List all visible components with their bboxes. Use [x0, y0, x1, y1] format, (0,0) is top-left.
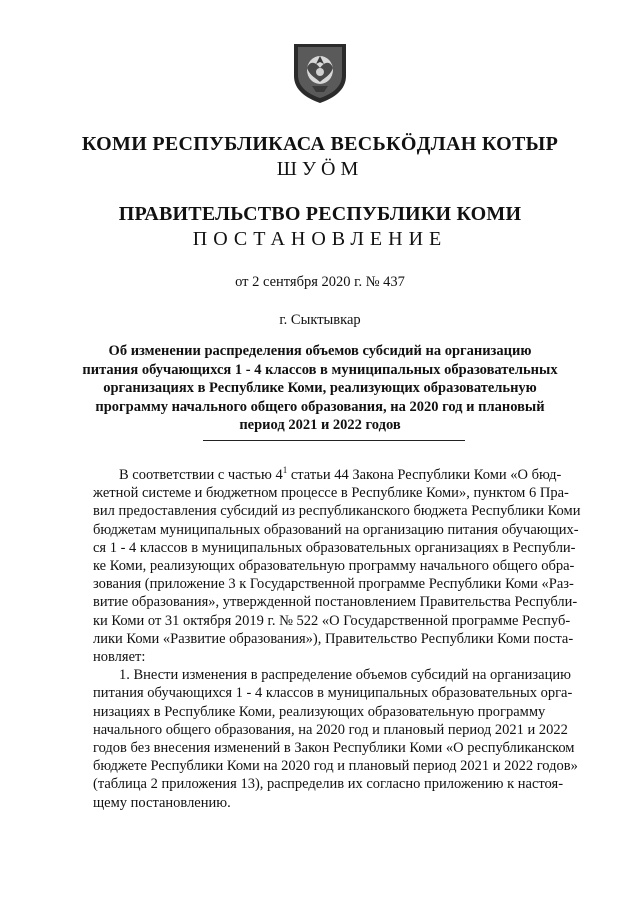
paragraph-1-first-line: В соответствии с частью $4^1$ статьи 44 Закона Республики Коми «О бюд- [119, 465, 562, 483]
komi-republic-coat-of-arms-icon [290, 42, 350, 104]
paragraph-2-line: щему постановлению. [93, 794, 231, 811]
decree-title [0, 342, 640, 435]
title-line: организациях в Республике Коми, реализующих образовательную [103, 380, 537, 396]
paragraph-1-line: ке Коми, реализующих образовательную программу начального общего обра- [93, 558, 575, 575]
paragraph-2-line: питания обучающихся 1 - 4 классов в муниципальных образовательных орга- [93, 685, 573, 702]
title-line: программу начального общего образования, на 2020 год и плановый [95, 398, 545, 415]
komi-administration-title: КОМИ РЕСПУБЛИКАСА ВЕСЬКӦДЛАН КОТЫР [81, 133, 559, 155]
paragraph-1-line: зования (приложение 3 к Государственной программе Республики Коми «Раз- [93, 576, 574, 593]
decree-body [93, 466, 589, 812]
paragraph-2-line: (таблица 2 приложения 13), распределив их согласно приложению к настоя- [93, 776, 564, 793]
title-line: Об изменении распределения объемов субсидий на организацию [108, 343, 532, 359]
title-line: период 2021 и 2022 годов [239, 417, 401, 433]
paragraph-1-line: ки Коми от 31 октября 2019 г. № 522 «О Государственной программе Респуб- [93, 612, 571, 629]
paragraph-1-line: ся 1 - 4 классов в муниципальных образовательных организациях в Республи- [93, 539, 576, 556]
paragraph-2-line: бюджете Республики Коми на 2020 год и плановый период 2021 и 2022 годов» [93, 758, 578, 775]
decree-date-number: от 2 сентября 2020 г. № 437 [235, 274, 405, 290]
government-title: ПРАВИТЕЛЬСТВО РЕСПУБЛИКИ КОМИ [118, 203, 522, 225]
paragraph-1-line: лики Коми «Развитие образования»), Правительство Республики Коми поста- [93, 630, 574, 647]
paragraph-2-line: начального общего образования, на 2020 год и плановый период 2021 и 2022 [93, 721, 568, 738]
paragraph-1-line: витие образования», утвержденной постановлением Правительства Республи- [93, 594, 578, 611]
paragraph-1-line: бюджетам муниципальных образований на организацию питания обучающих- [93, 521, 579, 538]
komi-decree-label: ШУӦМ [276, 158, 364, 180]
paragraph-1-line: вил предоставления субсидий из республиканского бюджета Республики Коми [93, 503, 581, 520]
paragraph-2-line: 1. Внести изменения в распределение объемов субсидий на организацию [119, 667, 571, 684]
paragraph-1-line: новляет: [93, 649, 146, 666]
decree-city: г. Сыктывкар [279, 312, 361, 328]
decree-label: ПОСТАНОВЛЕНИЕ [192, 228, 448, 250]
paragraph-1-line: жетной системе и бюджетном процессе в Республике Коми», пунктом 6 Пра- [93, 485, 569, 502]
paragraph-2-line: низациях в Республике Коми, реализующих образовательную программу [93, 703, 546, 720]
title-line: питания обучающихся 1 - 4 классов в муниципальных образовательных [82, 361, 558, 378]
title-divider [203, 440, 465, 441]
paragraph-2-line: годов без внесения изменений в Закон Республики Коми «О республиканском [93, 740, 575, 757]
